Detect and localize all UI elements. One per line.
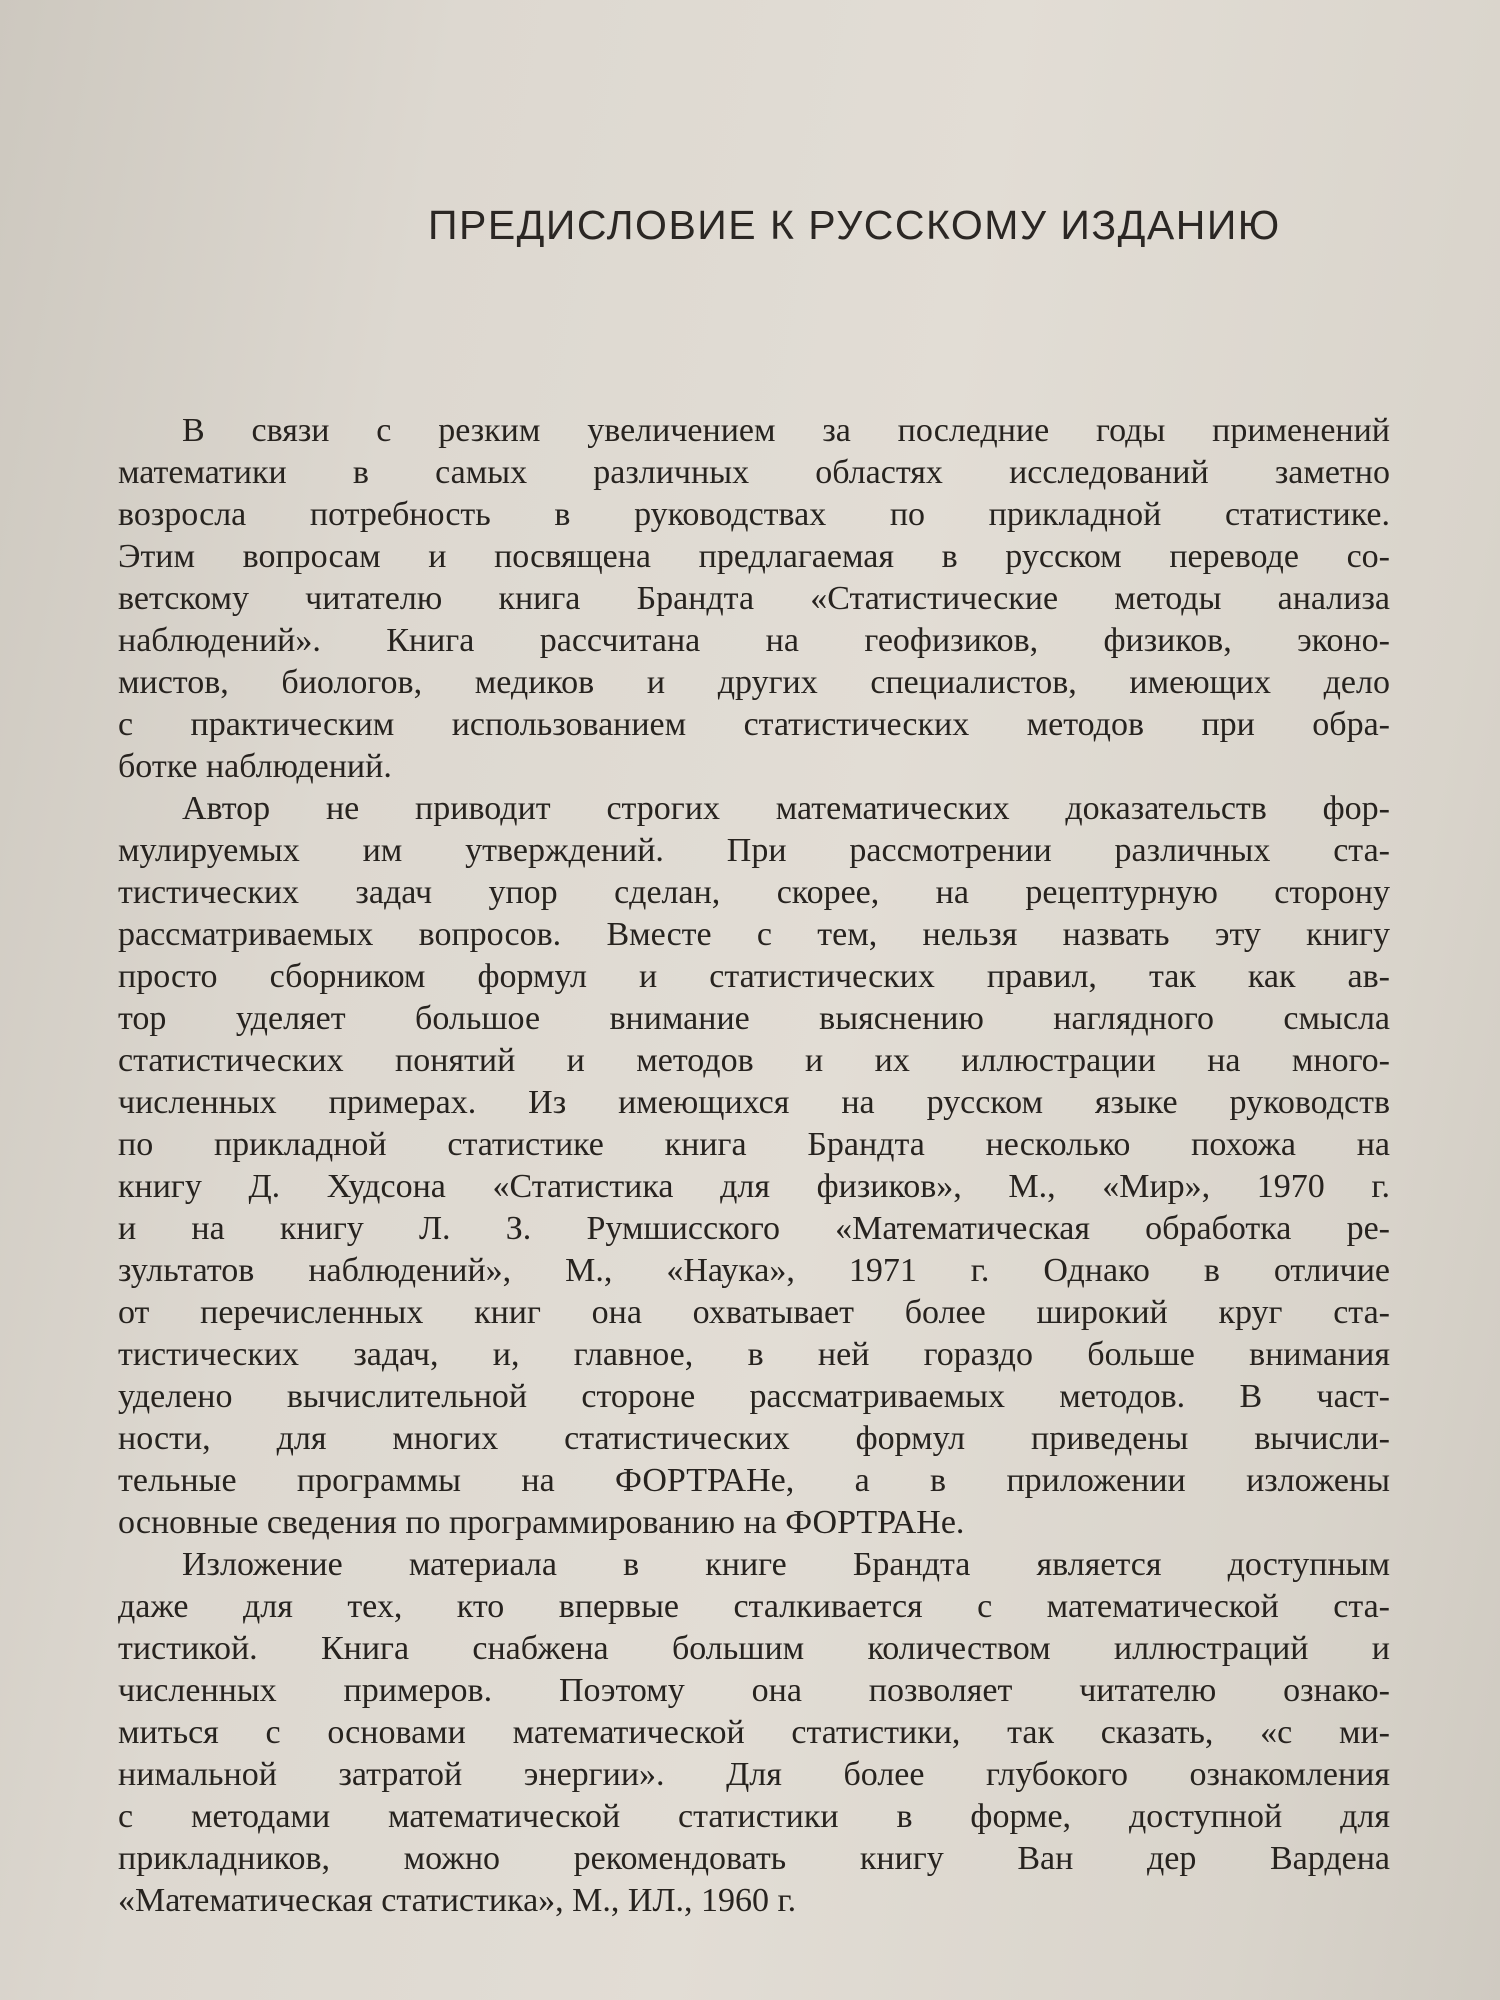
text-line: даже для тех, кто впервые сталкивается с математической ста- — [118, 1588, 1390, 1625]
text-line: тистикой. Книга снабжена большим количеством иллюстраций и — [118, 1630, 1390, 1667]
text-line: «Математическая статистика», М., ИЛ., 1960 г. — [118, 1882, 797, 1919]
text-line: Автор не приводит строгих математических доказательств фор- — [182, 790, 1390, 827]
text-line: ности, для многих статистических формул приведены вычисли- — [118, 1420, 1390, 1457]
text-line: возросла потребность в руководствах по прикладной статистике. — [118, 496, 1390, 533]
text-line: по прикладной статистике книга Брандта несколько похожа на — [118, 1126, 1390, 1163]
text-line: статистических понятий и методов и их иллюстрации на много- — [118, 1042, 1390, 1079]
text-line: Изложение материала в книге Брандта является доступным — [182, 1546, 1390, 1583]
text-line: прикладников, можно рекомендовать книгу Ван дер Вардена — [118, 1840, 1390, 1877]
text-line: от перечисленных книг она охватывает более широкий круг ста- — [118, 1294, 1390, 1331]
text-line: и на книгу Л. З. Румшисского «Математическая обработка ре- — [118, 1210, 1390, 1247]
text-line: книгу Д. Худсона «Статистика для физиков», М., «Мир», 1970 г. — [118, 1168, 1390, 1205]
text-line: зультатов наблюдений», М., «Наука», 1971 г. Однако в отличие — [118, 1252, 1390, 1289]
text-line: математики в самых различных областях исследований заметно — [118, 454, 1390, 491]
body-text — [118, 410, 1390, 1922]
text-line: основные сведения по программированию на ФОРТРАНе. — [118, 1504, 965, 1541]
text-line: миться с основами математической статистики, так сказать, «с ми- — [118, 1714, 1390, 1751]
text-line: с методами математической статистики в форме, доступной для — [118, 1798, 1390, 1835]
text-line: тор уделяет большое внимание выяснению наглядного смысла — [118, 1000, 1390, 1037]
text-line: ботке наблюдений. — [118, 748, 392, 785]
text-line: тистических задач упор сделан, скорее, на рецептурную сторону — [118, 874, 1390, 911]
text-line: ветскому читателю книга Брандта «Статистические методы анализа — [118, 580, 1390, 617]
text-line: численных примерах. Из имеющихся на русском языке руководств — [118, 1084, 1390, 1121]
paragraph-2 — [118, 788, 1390, 1544]
text-line: тельные программы на ФОРТРАНе, а в приложении изложены — [118, 1462, 1390, 1499]
text-line: тистических задач, и, главное, в ней гораздо больше внимания — [118, 1336, 1390, 1373]
page-title: ПРЕДИСЛОВИЕ К РУССКОМУ ИЗДАНИЮ — [428, 202, 1281, 248]
text-line: просто сборником формул и статистических правил, так как ав- — [118, 958, 1390, 995]
text-line: с практическим использованием статистических методов при обра- — [118, 706, 1390, 743]
text-line: Этим вопросам и посвящена предлагаемая в русском переводе со- — [118, 538, 1390, 575]
text-line: В связи с резким увеличением за последние годы применений — [182, 412, 1390, 449]
text-line: нимальной затратой энергии». Для более глубокого ознакомления — [118, 1756, 1390, 1793]
text-line: наблюдений». Книга рассчитана на геофизиков, физиков, эконо- — [118, 622, 1390, 659]
paragraph-3 — [118, 1544, 1390, 1922]
text-line: мистов, биологов, медиков и других специалистов, имеющих дело — [118, 664, 1390, 701]
text-line: мулируемых им утверждений. При рассмотрении различных ста- — [118, 832, 1390, 869]
text-line: рассматриваемых вопросов. Вместе с тем, нельзя назвать эту книгу — [118, 916, 1390, 953]
text-line: численных примеров. Поэтому она позволяет читателю ознако- — [118, 1672, 1390, 1709]
paragraph-1 — [118, 410, 1390, 788]
text-line: уделено вычислительной стороне рассматриваемых методов. В част- — [118, 1378, 1390, 1415]
